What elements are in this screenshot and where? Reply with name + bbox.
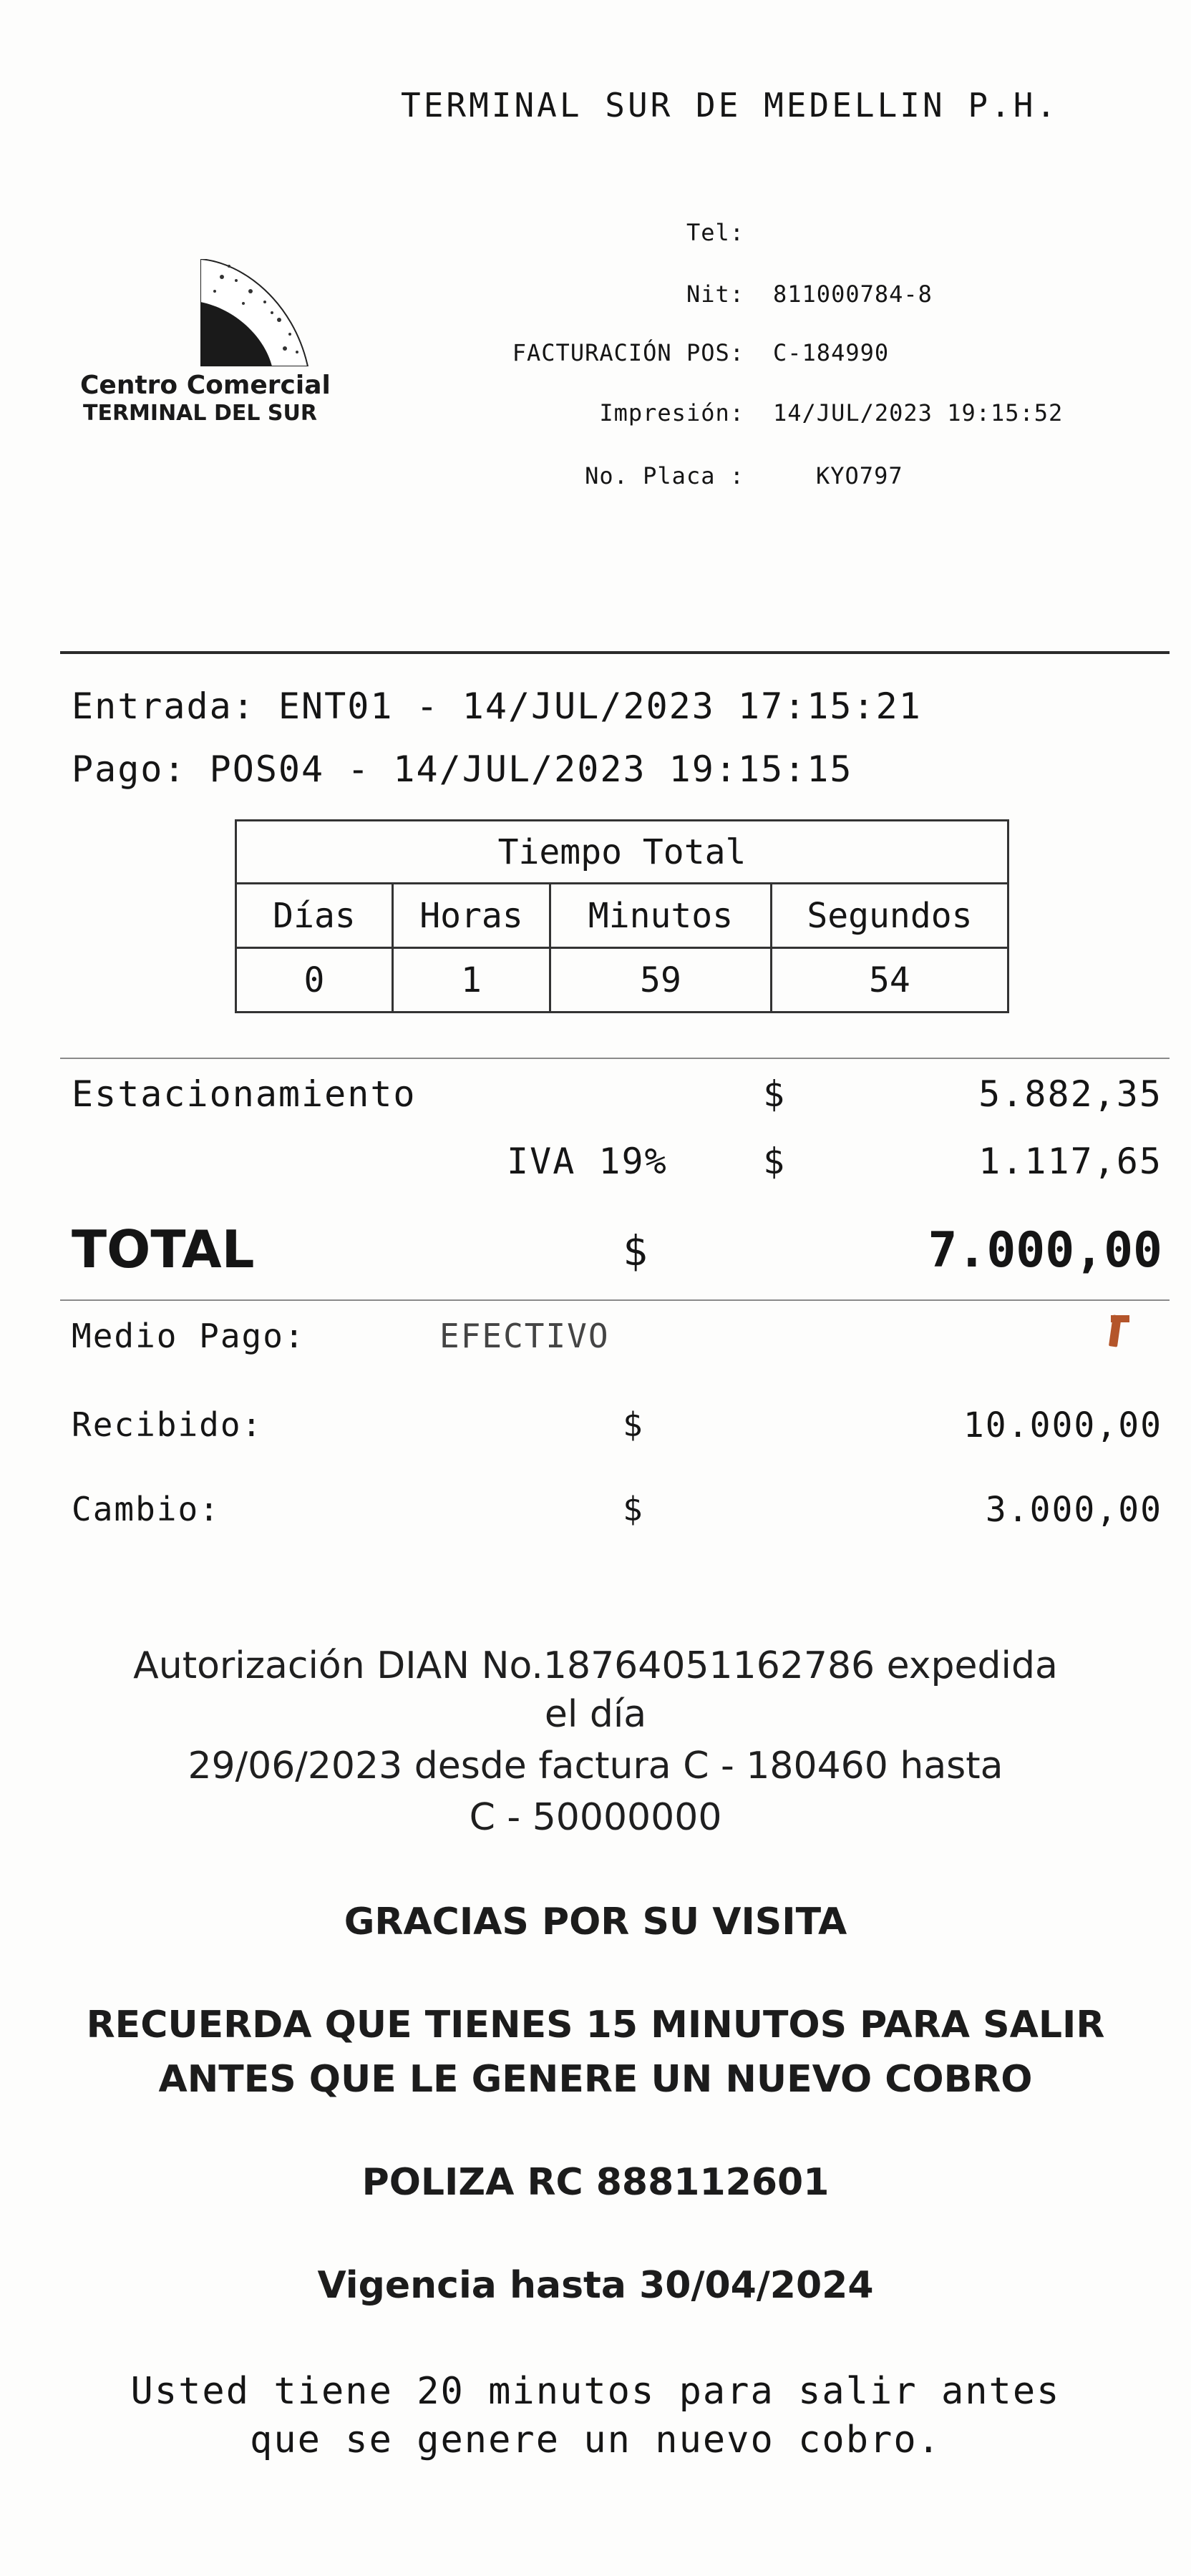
- col-header-minutes: Minutos: [550, 884, 772, 948]
- divider: [60, 1058, 1170, 1059]
- exit-note-line-1: Usted tiene 20 minutos para salir antes: [130, 2370, 1061, 2413]
- received-label: Recibido:: [72, 1405, 263, 1444]
- dian-line-1: Autorización DIAN No.18764051162786 expedida: [133, 1644, 1058, 1687]
- currency-symbol: $: [623, 1490, 644, 1528]
- logo-name: Centro Comercial: [80, 371, 331, 400]
- value-hours: 1: [392, 948, 550, 1013]
- total-label: TOTAL: [72, 1219, 255, 1279]
- nit-label: Nit:: [686, 280, 744, 308]
- plate-value: KYO797: [816, 462, 903, 489]
- mall-logo-icon: [200, 259, 315, 366]
- dian-line-4: C - 50000000: [469, 1796, 722, 1839]
- dian-line-3: 29/06/2023 desde factura C - 180460 hasta: [188, 1745, 1003, 1787]
- received-amount: 10.000,00: [963, 1405, 1162, 1445]
- print-label: Impresión:: [599, 399, 744, 426]
- value-days: 0: [236, 948, 393, 1013]
- pos-invoice-label: FACTURACIÓN POS:: [512, 339, 744, 366]
- divider: [60, 1299, 1170, 1301]
- tel-label: Tel:: [686, 219, 744, 246]
- nit-value: 811000784-8: [773, 280, 933, 308]
- print-value: 14/JUL/2023 19:15:52: [773, 399, 1064, 426]
- col-header-seconds: Segundos: [771, 884, 1008, 948]
- thanks-message: GRACIAS POR SU VISITA: [344, 1901, 847, 1943]
- reminder-line-2: ANTES QUE LE GENERE UN NUEVO COBRO: [158, 2058, 1033, 2101]
- time-total-table: [235, 819, 1009, 1013]
- col-header-days: Días: [236, 884, 393, 948]
- iva-label: IVA 19%: [507, 1141, 668, 1182]
- reminder-line-1: RECUERDA QUE TIENES 15 MINUTOS PARA SALIR: [86, 2004, 1105, 2046]
- policy-number: POLIZA RC 888112601: [361, 2161, 830, 2204]
- currency-symbol: $: [623, 1405, 644, 1444]
- value-seconds: 54: [771, 948, 1008, 1013]
- currency-symbol: $: [763, 1141, 787, 1182]
- currency-symbol: $: [763, 1073, 787, 1115]
- plate-label: No. Placa :: [585, 462, 744, 489]
- dian-line-2: el día: [544, 1693, 647, 1736]
- divider: [60, 651, 1170, 654]
- pos-invoice-value: C-184990: [773, 339, 890, 366]
- payment-method-value: EFECTIVO: [439, 1317, 610, 1355]
- iva-amount: 1.117,65: [978, 1141, 1162, 1182]
- logo-subname: TERMINAL DEL SUR: [83, 401, 317, 426]
- exit-note-line-2: que se genere un nuevo cobro.: [250, 2419, 941, 2462]
- business-name: TERMINAL SUR DE MEDELLIN P.H.: [401, 86, 1059, 125]
- validity-date: Vigencia hasta 30/04/2024: [317, 2264, 874, 2307]
- change-label: Cambio:: [72, 1490, 220, 1528]
- parking-label: Estacionamiento: [72, 1073, 417, 1115]
- col-header-hours: Horas: [392, 884, 550, 948]
- currency-symbol: $: [623, 1226, 648, 1275]
- ink-mark: [1111, 1315, 1129, 1322]
- change-amount: 3.000,00: [985, 1490, 1162, 1530]
- time-total-caption: Tiempo Total: [236, 821, 1008, 884]
- value-minutes: 59: [550, 948, 772, 1013]
- total-amount: 7.000,00: [928, 1222, 1162, 1279]
- payment-line: Pago: POS04 - 14/JUL/2023 19:15:15: [72, 748, 853, 790]
- parking-amount: 5.882,35: [978, 1073, 1162, 1115]
- payment-method-label: Medio Pago:: [72, 1317, 306, 1355]
- entry-line: Entrada: ENT01 - 14/JUL/2023 17:15:21: [72, 686, 922, 727]
